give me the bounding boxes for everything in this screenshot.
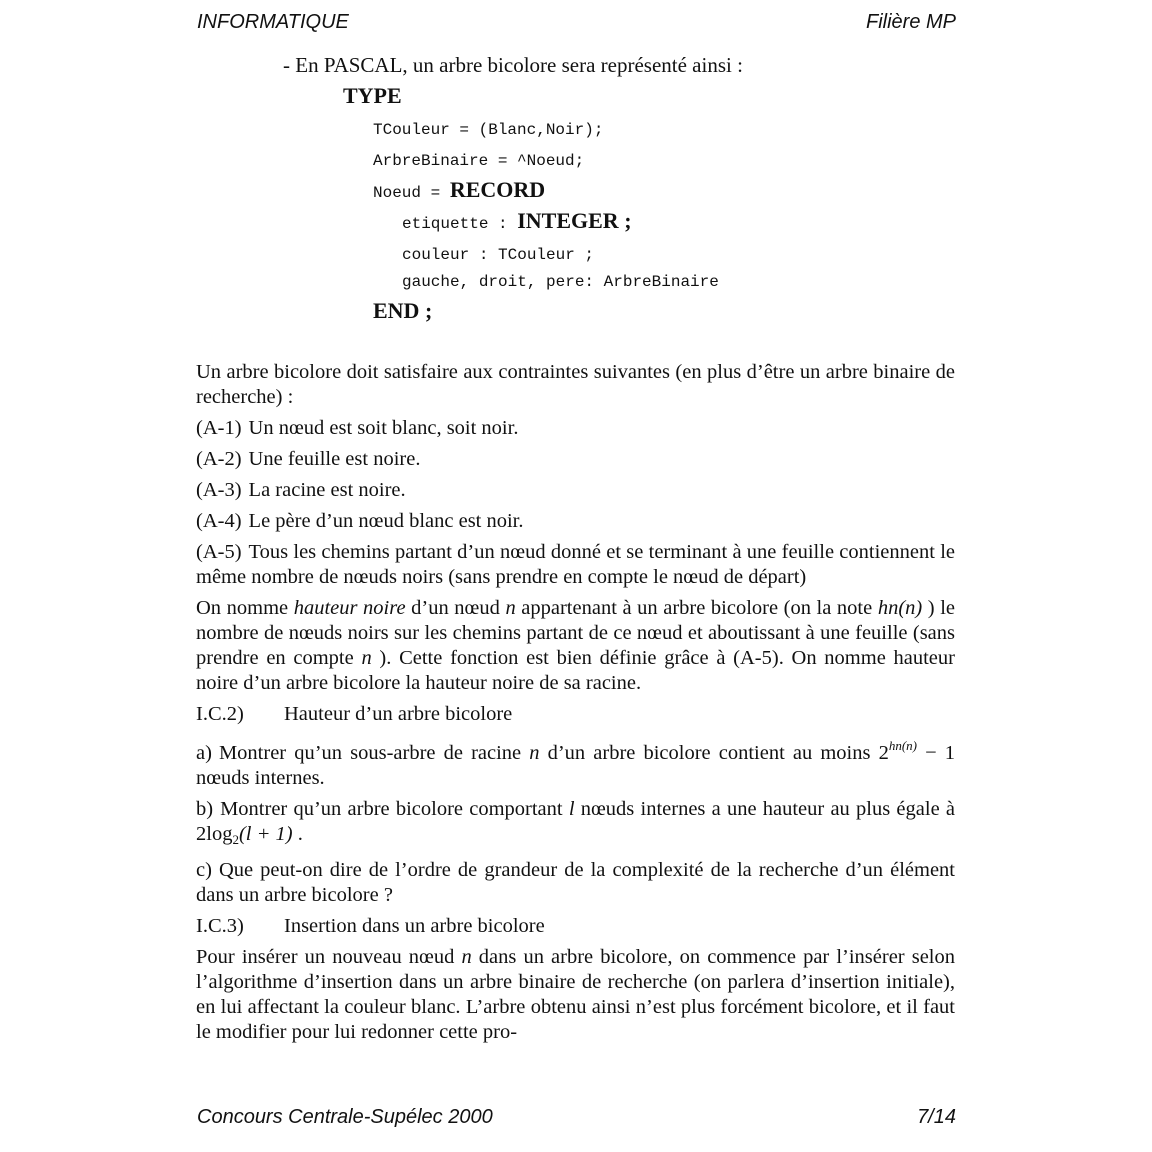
section-number: I.C.2) — [196, 703, 244, 725]
section-title: Insertion dans un arbre bicolore — [284, 915, 545, 937]
text-run: ) le nombre de nœuds noirs sur les chemins partant de ce nœud et aboutissant à une feuille (sans prendre en compte — [196, 597, 955, 669]
text-run: nœuds internes. — [196, 767, 325, 789]
hauteur-noire-paragraph — [196, 596, 955, 696]
type-keyword: TYPE — [343, 83, 402, 108]
code-line-noeud — [373, 177, 545, 206]
term-hauteur-noire: hauteur noire — [293, 597, 406, 619]
constraint-label: (A-5) — [196, 541, 242, 563]
question-label: b) — [196, 798, 214, 820]
math-minus: − 1 — [916, 742, 955, 764]
math-log: 2log — [196, 823, 233, 845]
math-var: l — [568, 798, 575, 820]
pascal-intro: - En PASCAL, un arbre bicolore sera représenté ainsi : — [283, 53, 743, 77]
section-title: Hauteur d’un arbre bicolore — [284, 703, 513, 725]
math-subscript: 2 — [232, 832, 239, 847]
etiquette-prefix: etiquette : — [402, 215, 518, 233]
text-run: ). Cette fonction est bien définie grâce à (A-5). On nomme hauteur noire d’un arbre bicolore la hauteur noire de sa racine. — [196, 647, 955, 694]
section-ic3 — [196, 914, 955, 939]
math-var: n — [505, 597, 516, 619]
question-label: a) — [196, 742, 212, 764]
constraint-a3 — [196, 478, 955, 503]
code-line-tcouleur: TCouleur = (Blanc,Noir); — [373, 121, 604, 139]
end-keyword: END ; — [373, 298, 433, 323]
constraint-text: Le père d’un nœud blanc est noir. — [248, 510, 524, 532]
math-var: n — [361, 647, 372, 669]
text-run: d’un nœud — [405, 597, 506, 619]
section-number: I.C.3) — [196, 915, 244, 937]
math-hn: hn(n) — [877, 597, 923, 619]
text-run: . — [292, 823, 303, 845]
math-arg: (l + 1) — [238, 823, 293, 845]
record-keyword: RECORD — [449, 177, 546, 202]
constraint-text: La racine est noire. — [248, 479, 406, 501]
constraint-label: (A-2) — [196, 448, 242, 470]
text-run: dans un arbre bicolore, on commence par l’insérer selon l’algorithme d’insertion dans un arbre binaire de recherche (on parlera d’insertion initiale), en lui affectant la couleur blanc. L’arbre obtenu ainsi n’est plus forcément bicolore, et il faut le modifier pour lui redonner cette pro- — [196, 946, 955, 1043]
footer-right: 7/14 — [917, 1106, 956, 1128]
constraint-text: Tous les chemins partant d’un nœud donné et se terminant à une feuille contiennent le même nombre de nœuds noirs (sans prendre en compte le nœud de départ) — [196, 541, 955, 588]
section-ic2 — [196, 702, 955, 727]
text-run: Montrer qu’un sous-arbre de racine — [218, 742, 530, 764]
text-run: Pour insérer un nouveau nœud — [196, 946, 462, 968]
header-right: Filière MP — [865, 11, 956, 33]
constraint-a4 — [196, 509, 955, 534]
integer-keyword: INTEGER ; — [517, 208, 632, 233]
question-a — [196, 733, 955, 791]
question-text: Que peut-on dire de l’ordre de grandeur de la complexité de la recherche d’un élément dans un arbre bicolore ? — [196, 859, 955, 906]
body-text — [196, 360, 955, 1051]
noeud-prefix: Noeud = — [373, 184, 450, 202]
question-c — [196, 858, 955, 908]
text-run: appartenant à un arbre bicolore (on la note — [515, 597, 878, 619]
constraint-text: Une feuille est noire. — [248, 448, 421, 470]
math-var: n — [529, 742, 540, 764]
math-base: 2 — [878, 742, 889, 764]
math-exponent: hn(n) — [888, 738, 917, 753]
insertion-paragraph — [196, 945, 955, 1045]
constraint-label: (A-3) — [196, 479, 242, 501]
constraints-intro: Un arbre bicolore doit satisfaire aux contraintes suivantes (en plus d’être un arbre binaire de recherche) : — [196, 361, 955, 408]
text-run: On nomme — [196, 597, 294, 619]
constraint-text: Un nœud est soit blanc, soit noir. — [248, 417, 519, 439]
question-b — [196, 797, 955, 852]
text-run: d’un arbre bicolore contient au moins — [539, 742, 879, 764]
code-line-arbrebinaire: ArbreBinaire = ^Noeud; — [373, 152, 585, 170]
code-line-etiquette — [402, 208, 632, 237]
constraint-label: (A-1) — [196, 417, 242, 439]
question-label: c) — [196, 859, 212, 881]
code-line-couleur: couleur : TCouleur ; — [402, 246, 595, 264]
constraint-a5 — [196, 540, 955, 590]
code-line-gauche: gauche, droit, pere: ArbreBinaire — [402, 273, 719, 291]
footer-left: Concours Centrale-Supélec 2000 — [197, 1106, 493, 1128]
text-run: nœuds internes a une hauteur au plus égale à — [574, 798, 955, 820]
constraint-a2 — [196, 447, 955, 472]
constraint-a1 — [196, 416, 955, 441]
header-left: INFORMATIQUE — [197, 11, 349, 33]
math-var: n — [461, 946, 472, 968]
constraint-label: (A-4) — [196, 510, 242, 532]
text-run: Montrer qu’un arbre bicolore comportant — [220, 798, 569, 820]
